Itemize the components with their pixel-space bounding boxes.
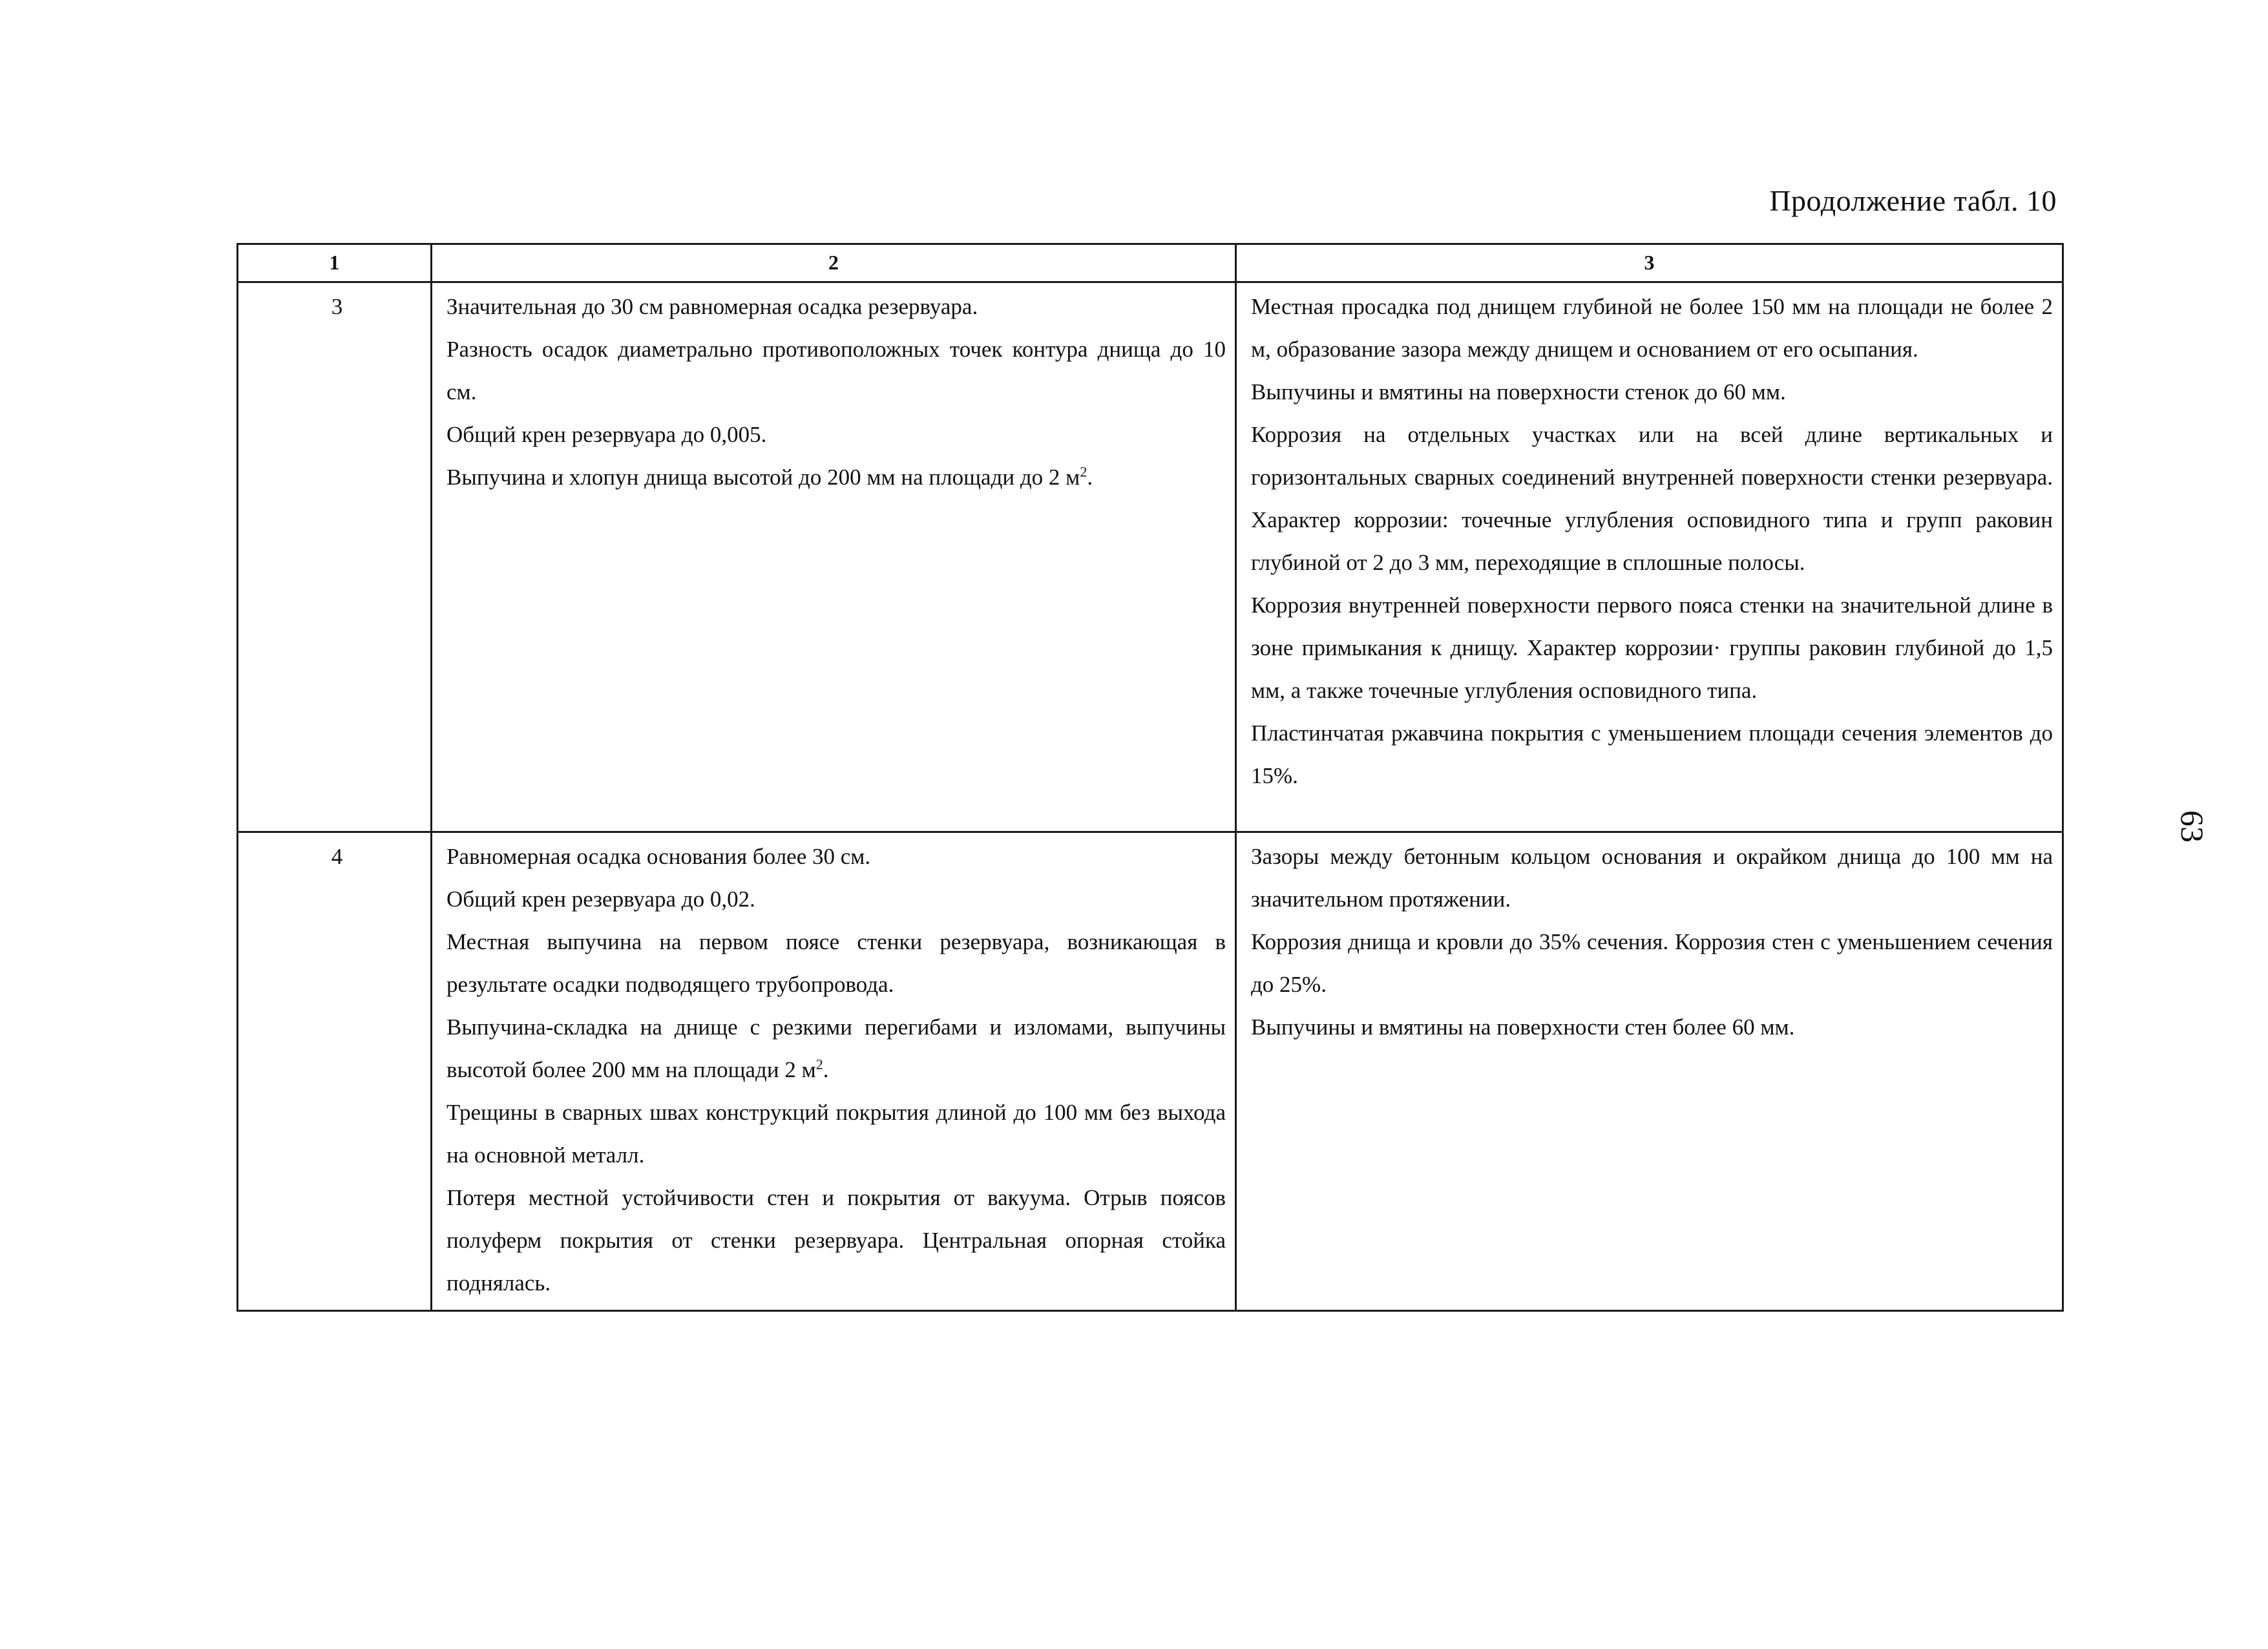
- paragraph: Общий крен резервуара до 0,005.: [446, 422, 767, 447]
- defects-description-cell: [1236, 832, 2063, 1311]
- paragraph: Потеря местной устойчивости стен и покрытия от вакуума. Отрыв поясов полуферм покрытия от стенки резервуара. Центральная опорная стойка поднялась.: [446, 1185, 1226, 1296]
- paragraph: Выпучины и вмятины на поверхности стенок до 60 мм.: [1251, 379, 1786, 404]
- row-number: 3: [238, 282, 432, 832]
- defects-description-cell: [432, 282, 1236, 832]
- paragraph: Равномерная осадка основания более 30 см.: [446, 844, 871, 869]
- defects-description-cell: [432, 832, 1236, 1311]
- paragraph: [446, 1006, 1226, 1091]
- paragraph: Трещины в сварных швах конструкций покрытия длиной до 100 мм без выхода на основной металл.: [446, 1100, 1226, 1168]
- paragraph: Коррозия на отдельных участках или на всей длине вертикальных и горизонтальных сварных соединений внутренней поверхности стенки резервуара. Характер коррозии: точечные углубления осповидного типа и групп раковин глубиной от 2 до 3 мм, переходящие в сплошные полосы.: [1251, 422, 2053, 575]
- page-number: 63: [2174, 810, 2210, 843]
- paragraph: Местная просадка под днищем глубиной не более 150 мм на площади не более 2 м, образование зазора между днищем и основанием от его осыпания.: [1251, 294, 2053, 362]
- paragraph: Общий крен резервуара до 0,02.: [446, 887, 755, 912]
- paragraph: Выпучины и вмятины на поверхности стен более 60 мм.: [1251, 1014, 1795, 1040]
- paragraph: Коррозия днища и кровли до 35% сечения. Коррозия стен с уменьшением сечения до 25%.: [1251, 929, 2053, 997]
- defects-description-cell: [1236, 282, 2063, 832]
- paragraph: Местная выпучина на первом поясе стенки резервуара, возникающая в результате осадки подводящего трубопровода.: [446, 929, 1226, 997]
- paragraph: Значительная до 30 см равномерная осадка резервуара.: [446, 294, 978, 319]
- paragraph: [446, 456, 1226, 499]
- paragraph: Зазоры между бетонным кольцом основания и окрайком днища до 100 мм на значительном протяжении.: [1251, 844, 2053, 912]
- column-header-3: 3: [1236, 244, 2063, 282]
- paragraph-text: Выпучина и хлопун днища высотой до 200 мм на площади до 2 м: [446, 465, 1080, 490]
- superscript: 2: [815, 1056, 823, 1073]
- defects-table: [236, 243, 2064, 1312]
- column-header-1: 1: [238, 244, 432, 282]
- row-number: 4: [238, 832, 432, 1311]
- table-row: [238, 282, 2063, 832]
- paragraph: Разность осадок диаметрально противоположных точек контура днища до 10 см.: [446, 337, 1226, 404]
- paragraph-tail: .: [1087, 465, 1093, 490]
- superscript: 2: [1080, 463, 1087, 480]
- table-header-row: [238, 244, 2063, 282]
- paragraph-tail: .: [823, 1057, 829, 1082]
- paragraph: Коррозия внутренней поверхности первого пояса стенки на значительной длине в зоне примыкания к днищу. Характер коррозии· группы раковин глубиной до 1,5 мм, а также точечные углубления осповидного типа.: [1251, 593, 2053, 703]
- paragraph-text: Выпучина-складка на днище с резкими перегибами и изломами, выпучины высотой более 200 мм на площади 2 м: [446, 1014, 1226, 1082]
- column-header-2: 2: [432, 244, 1236, 282]
- paragraph: Пластинчатая ржавчина покрытия с уменьшением площади сечения элементов до 15%.: [1251, 720, 2053, 788]
- table-row: [238, 832, 2063, 1311]
- table-caption: Продолжение табл. 10: [1769, 184, 2057, 217]
